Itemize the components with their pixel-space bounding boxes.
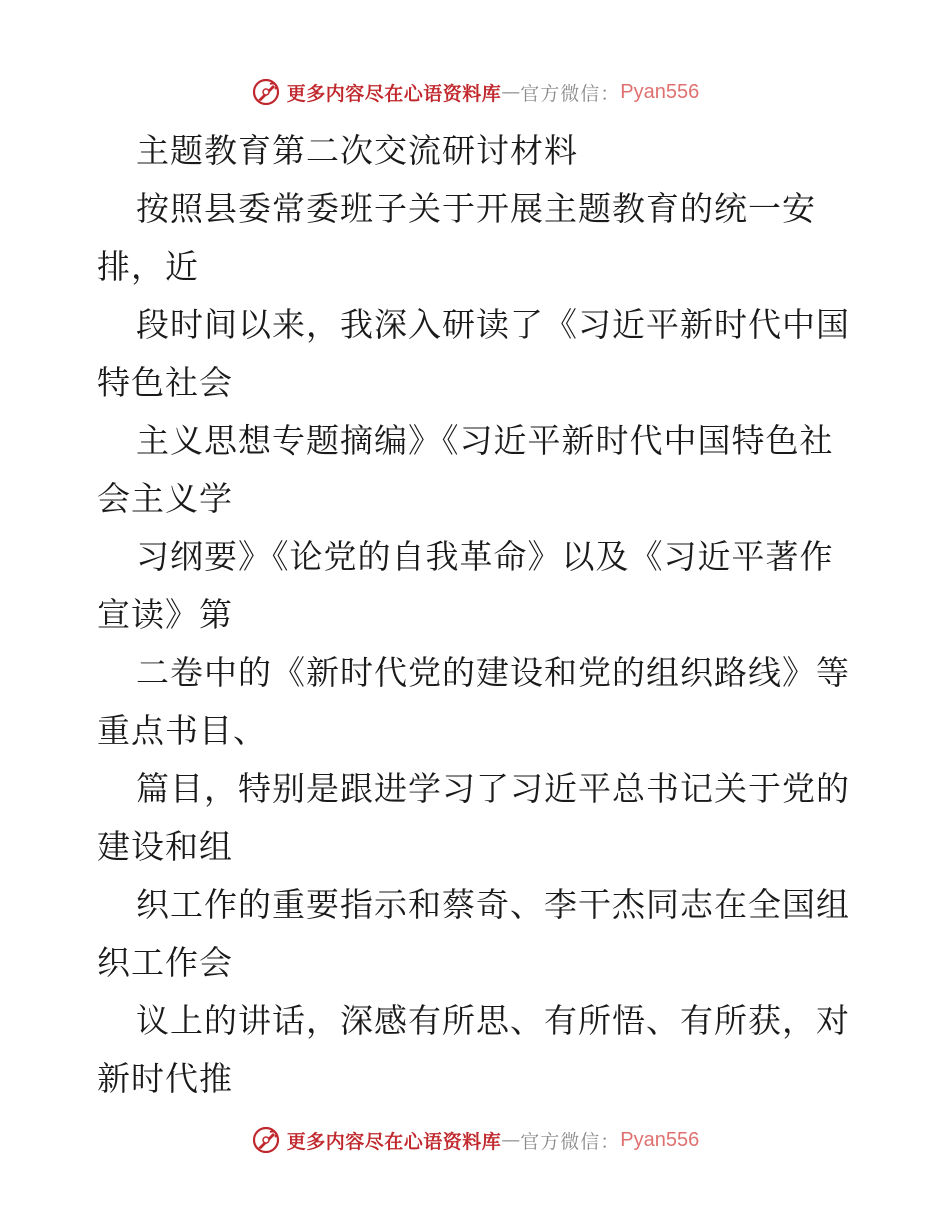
paragraph-line: 习纲要》《论党的自我革命》以及《习近平著作	[136, 537, 834, 576]
document-title: 主题教育第二次交流研讨材料	[136, 131, 578, 170]
quill-seal-logo-icon	[251, 1125, 281, 1155]
paragraph-line: 织工作的重要指示和蔡奇、李干杰同志在全国组	[136, 885, 850, 924]
watermark-brand: 更多内容尽在心语资料库	[286, 1130, 502, 1153]
paragraph-line: 会主义学	[97, 479, 233, 518]
watermark-separator: —	[501, 81, 521, 103]
footer-watermark	[0, 1120, 950, 1160]
paragraph-line: 二卷中的《新时代党的建设和党的组织路线》等	[136, 653, 850, 692]
header-watermark	[0, 72, 950, 112]
watermark-account: Pyan556	[620, 1128, 700, 1151]
paragraph-line: 议上的讲话，深感有所思、有所悟、有所获，对	[136, 1001, 850, 1040]
paragraph-line: 按照县委常委班子关于开展主题教育的统一安	[136, 189, 816, 228]
watermark-account: Pyan556	[620, 80, 700, 103]
paragraph-line: 宣读》第	[97, 595, 233, 634]
watermark-label: 官方微信：	[520, 1130, 621, 1153]
document-body	[97, 122, 857, 1108]
watermark-label: 官方微信：	[520, 82, 621, 105]
paragraph-line: 排，近	[97, 247, 199, 286]
watermark-text	[287, 79, 700, 106]
paragraph-line: 建设和组	[97, 827, 233, 866]
watermark-separator: —	[501, 1129, 521, 1151]
paragraph-line: 主义思想专题摘编》《习近平新时代中国特色社	[136, 421, 834, 460]
watermark-text	[287, 1127, 700, 1154]
quill-seal-logo-icon	[251, 77, 281, 107]
paragraph-line: 织工作会	[97, 943, 233, 982]
watermark-brand: 更多内容尽在心语资料库	[286, 82, 502, 105]
paragraph-line: 特色社会	[97, 363, 233, 402]
paragraph-line: 篇目，特别是跟进学习了习近平总书记关于党的	[136, 769, 850, 808]
paragraph-line: 段时间以来，我深入研读了《习近平新时代中国	[136, 305, 850, 344]
paragraph-line: 重点书目、	[97, 711, 267, 750]
paragraph-line: 新时代推	[97, 1059, 233, 1098]
